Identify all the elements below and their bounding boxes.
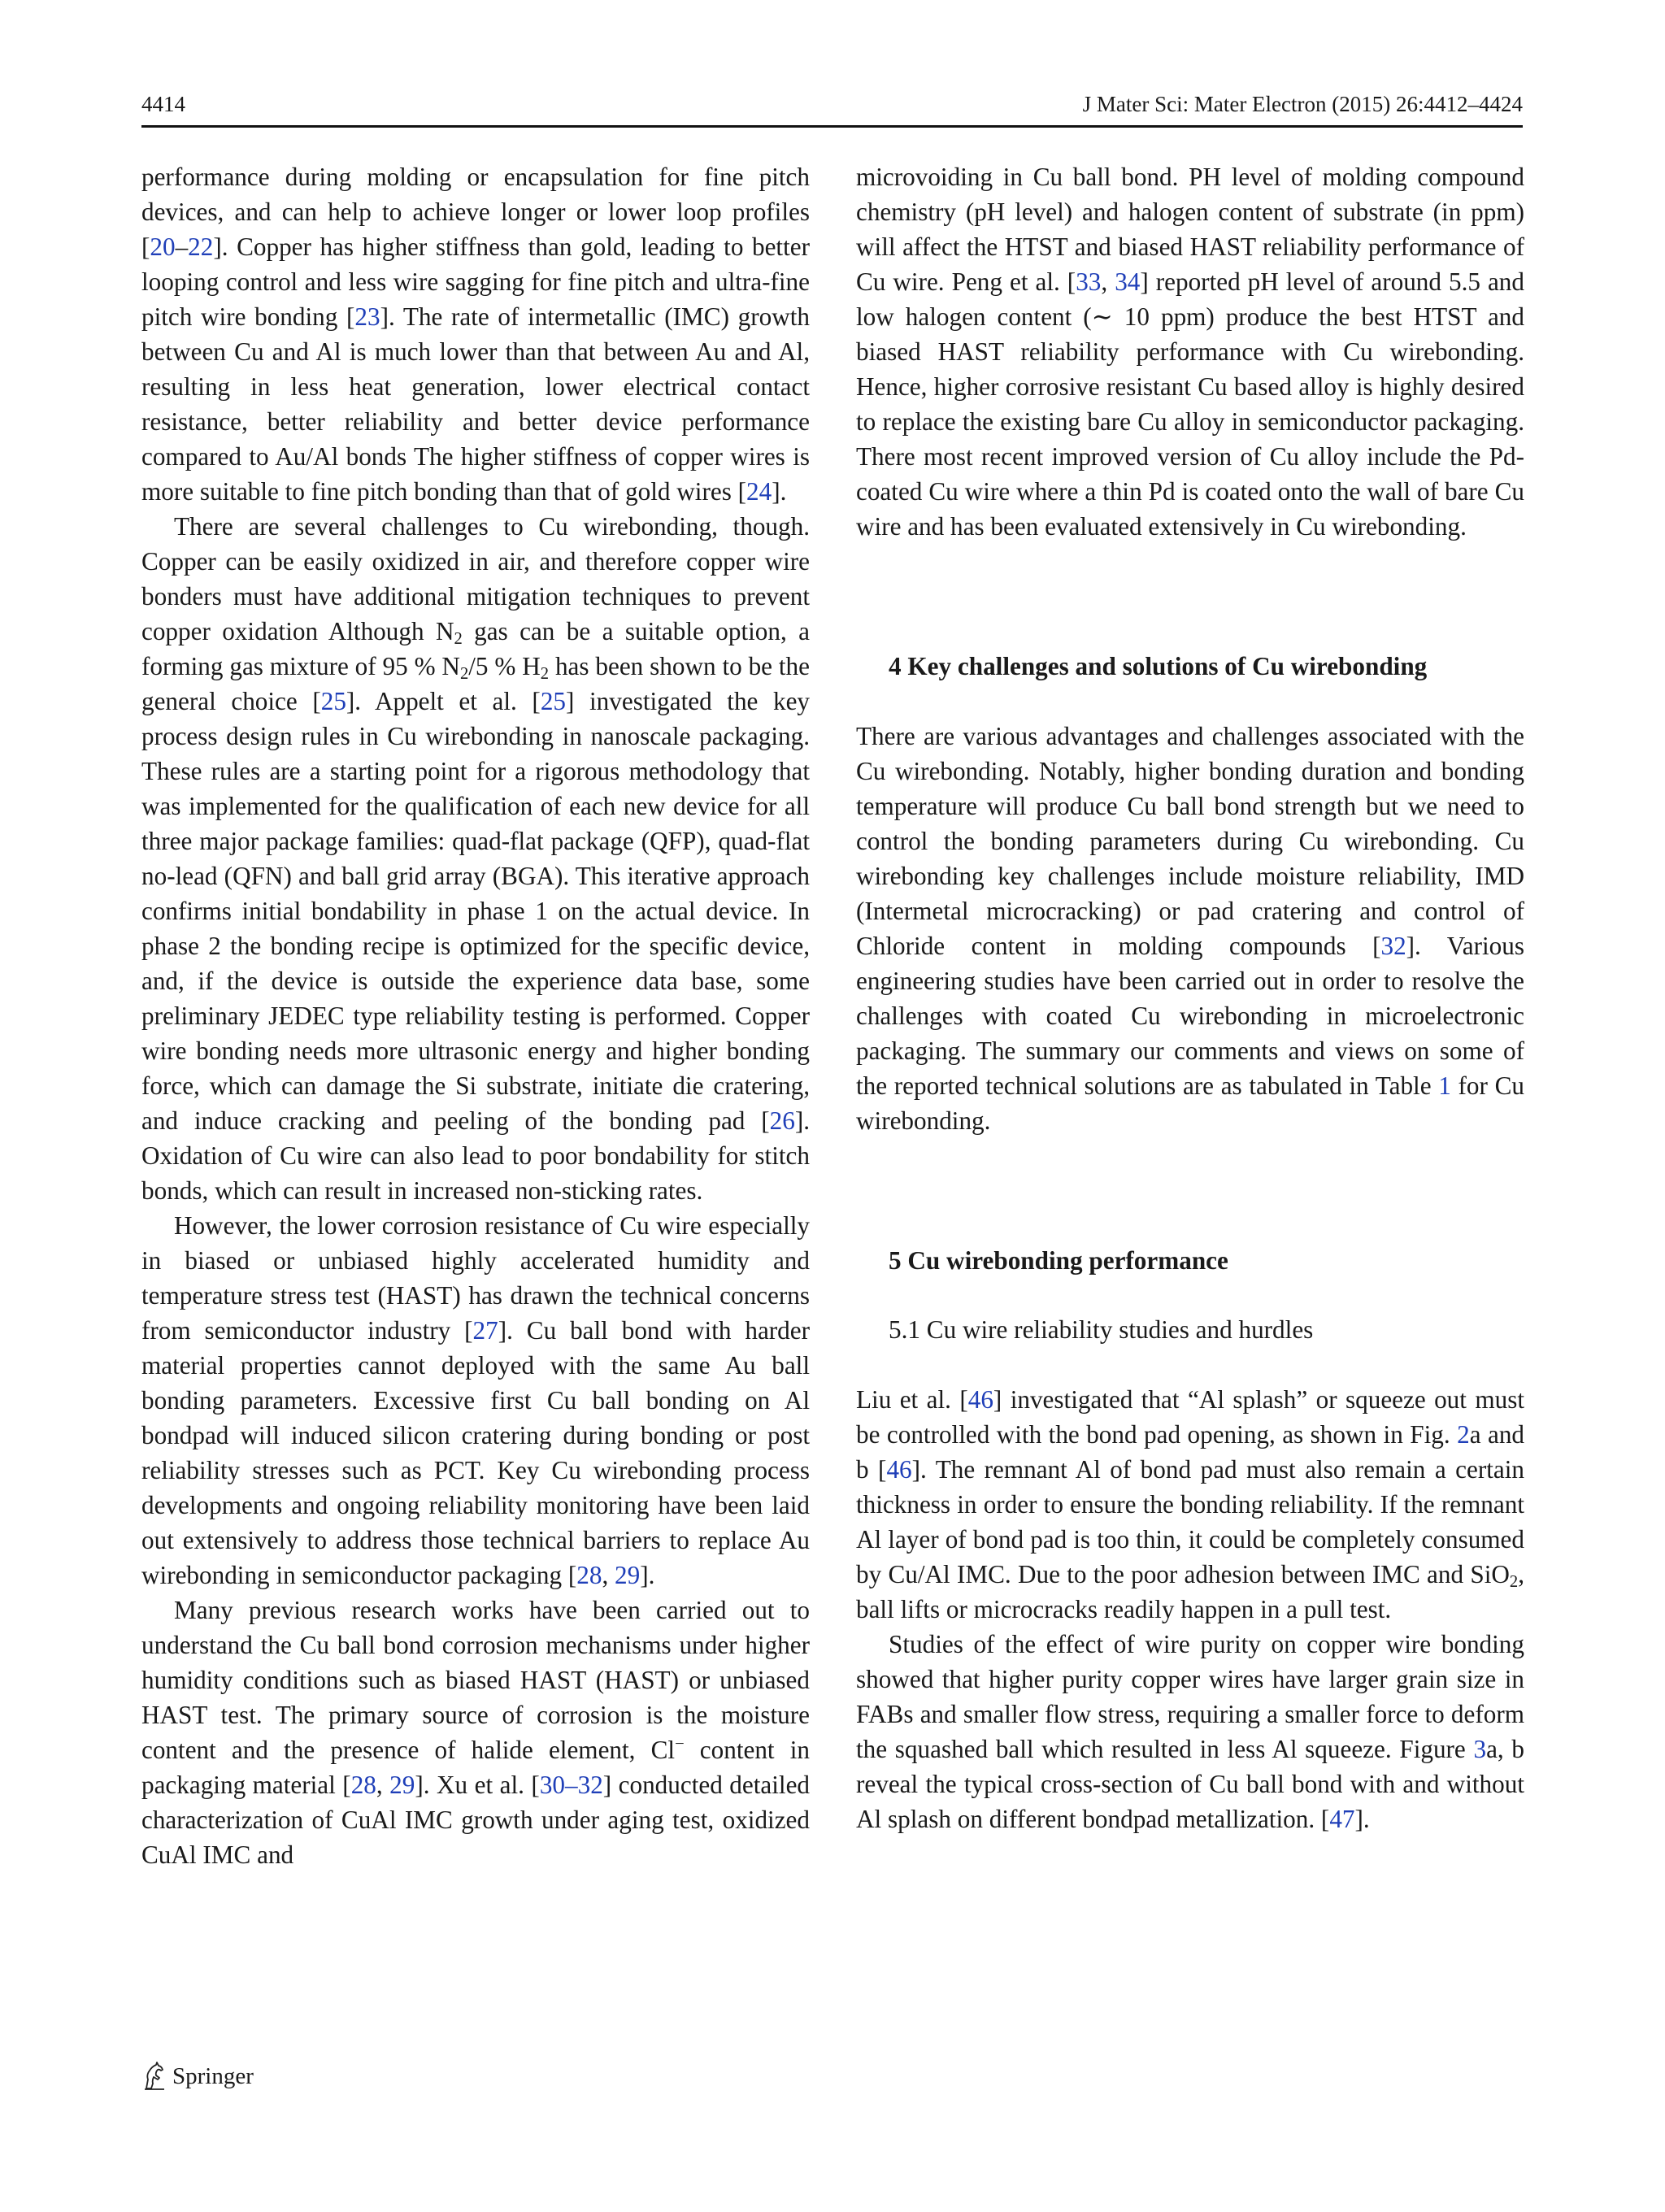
citation-link[interactable]: 25 xyxy=(540,687,567,715)
citation-link[interactable]: 26 xyxy=(769,1106,795,1135)
citation-link[interactable]: 20 xyxy=(150,232,176,261)
text-run: ]. Xu et al. [ xyxy=(415,1771,540,1799)
journal-citation: J Mater Sci: Mater Electron (2015) 26:4412–4424 xyxy=(1082,92,1523,116)
paragraph xyxy=(856,1382,1524,1627)
text-run: microvoiding in Cu ball bond. PH level of molding compound chemistry (pH level) and halogen content of substrate (in ppm) will affect the HTST and biased HAST reliability performance of Cu wire. Peng et al. [ xyxy=(856,163,1524,296)
text-run: for Cu wirebonding. xyxy=(856,1071,1524,1135)
subsection-heading: 5.1 Cu wire reliability studies and hurdles xyxy=(889,1315,1314,1344)
citation-link[interactable]: 23 xyxy=(354,302,380,331)
text-run: There are various advantages and challenges associated with the Cu wirebonding. Notably, higher bonding duration and bonding temperature will produce Cu ball bond strength but we need to control the bonding parameters during Cu wirebonding. Cu wirebonding key challenges include moisture reliability, IMD (Intermetal microcracking) or pad cratering and control of Chloride content in molding compounds [ xyxy=(856,722,1524,960)
citation-link[interactable]: 27 xyxy=(472,1316,498,1345)
text-run: ]. xyxy=(1354,1805,1370,1833)
text-run: performance during molding or encapsulation for fine pitch devices, and can help to achieve longer or lower loop profiles [ xyxy=(141,163,810,261)
citation-link[interactable]: 30–32 xyxy=(539,1771,603,1799)
text-run: ]. The remnant Al of bond pad must also remain a certain thickness in order to ensure the bonding reliability. If the remnant Al layer of bond pad is too thin, it could be completely consumed by Cu/Al IMC. Due to the poor adhesion between IMC and SiO xyxy=(856,1455,1524,1588)
text-run: , xyxy=(1101,267,1115,296)
springer-horse-icon xyxy=(141,2062,167,2091)
text-run: ]. Oxidation of Cu wire can also lead to poor bondability for stitch bonds, which can result in increased non-sticking rates. xyxy=(141,1106,810,1205)
table-link[interactable]: 1 xyxy=(1438,1071,1451,1100)
figure-link[interactable]: 3 xyxy=(1473,1735,1487,1763)
text-run: ]. xyxy=(772,477,787,506)
text-run: ] investigated that “Al splash” or squeeze out must be controlled with the bond pad opening, as shown in Fig. xyxy=(856,1385,1524,1449)
publisher-name: Springer xyxy=(172,2063,254,2089)
citation-link[interactable]: 29 xyxy=(615,1561,641,1589)
text-run: ] investigated the key process design rules in Cu wirebonding in nanoscale packaging. These rules are a starting point for a rigorous methodology that was implemented for the qualification of each new device for all three major package families: quad-flat package (QFP), quad-flat no-lead (QFN) and ball grid array (BGA). This iterative approach confirms initial bondability in phase 1 on the actual device. In phase 2 the bonding recipe is optimized for the specific device, and, if the device is outside the experience data base, some preliminary JEDEC type reliability testing is performed. Copper wire bonding needs more ultrasonic energy and higher bonding force, which can damage the Si substrate, initiate die cratering, and induce cracking and peeling of the bonding pad [ xyxy=(141,687,811,1135)
citation-link[interactable]: 47 xyxy=(1329,1805,1355,1833)
subscript: 2 xyxy=(1509,1573,1519,1592)
text-run: ]. Copper has higher stiffness than gold, leading to better looping control and less wire sagging for fine pitch and ultra-fine pitch wire bonding [ xyxy=(141,232,810,331)
citation-link[interactable]: 33 xyxy=(1076,267,1102,296)
subscript: 2 xyxy=(454,630,463,649)
citation-link[interactable]: 28 xyxy=(350,1771,376,1799)
citation-link[interactable]: 34 xyxy=(1115,267,1141,296)
text-run: Many previous research works have been carried out to understand the Cu ball bond corrosion mechanisms under higher humidity conditions such as biased HAST (HAST) or unbiased HAST test. The primary source of corrosion is the moisture content and the presence of halide element, Cl xyxy=(141,1596,810,1764)
text-run: a and b [ xyxy=(856,1420,1525,1484)
publisher-footer xyxy=(141,2058,254,2094)
text-run: ]. Various engineering studies have been carried out in order to resolve the challenges with coated Cu wirebonding in microelectronic packaging. The summary our comments and views on some of the reported technical solutions are as tabulated in Table xyxy=(856,932,1524,1100)
text-run: Liu et al. [ xyxy=(856,1385,968,1414)
text-run: ]. xyxy=(640,1561,655,1589)
text-run: ]. Cu ball bond with harder material properties cannot deployed with the same Au ball bonding parameters. Excessive first Cu ball bonding on Al bondpad will induced silicon cratering during bonding or post reliability stresses such as PCT. Key Cu wirebonding process developments and ongoing reliability monitoring have been laid out extensively to address those technical barriers to replace Au wirebonding in semiconductor packaging [ xyxy=(141,1316,810,1589)
text-run: Studies of the effect of wire purity on copper wire bonding showed that higher purity copper wires have larger grain size in FABs and smaller flow stress, requiring a smaller force to deform the squashed ball which resulted in less Al squeeze. Figure xyxy=(856,1630,1524,1763)
section-heading: 4 Key challenges and solutions of Cu wirebonding xyxy=(889,652,1428,680)
left-column xyxy=(141,159,810,1872)
subscript: 2 xyxy=(459,665,469,684)
paragraph xyxy=(856,719,1524,1138)
paragraph xyxy=(141,509,810,1208)
text-run: There are several challenges to Cu wirebonding, though. Copper can be easily oxidized in air, and therefore copper wire bonders must have additional mitigation techniques to prevent copper oxidation Although N xyxy=(141,512,810,645)
paragraph xyxy=(141,1593,810,1872)
figure-link[interactable]: 2 xyxy=(1457,1420,1470,1449)
citation-link[interactable]: 28 xyxy=(576,1561,602,1589)
text-run: , xyxy=(602,1561,615,1589)
text-run: content in packaging material [ xyxy=(141,1736,810,1799)
text-run: However, the lower corrosion resistance of Cu wire especially in biased or unbiased highly accelerated humidity and temperature stress test (HAST) has drawn the technical concerns from semiconductor industry [ xyxy=(141,1211,810,1345)
text-run: , xyxy=(376,1771,390,1799)
header-rule xyxy=(141,125,1523,128)
citation-link[interactable]: 22 xyxy=(188,232,214,261)
text-run: a, b reveal the typical cross-section of Cu ball bond with and without Al splash on different bondpad metallization. [ xyxy=(856,1735,1525,1833)
right-column xyxy=(856,159,1524,1836)
text-run: /5 % H xyxy=(468,652,541,680)
citation-link[interactable]: 46 xyxy=(886,1455,912,1484)
paragraph xyxy=(856,1627,1524,1836)
paragraph xyxy=(141,1208,810,1593)
citation-link[interactable]: 46 xyxy=(967,1385,993,1414)
text-run: – xyxy=(175,232,189,261)
subscript: 2 xyxy=(540,665,550,684)
section-heading: 5 Cu wirebonding performance xyxy=(889,1246,1228,1275)
text-run: ]. Appelt et al. [ xyxy=(346,687,541,715)
citation-link[interactable]: 25 xyxy=(320,687,346,715)
page-number: 4414 xyxy=(141,92,185,116)
text-run: ]. The rate of intermetallic (IMC) growth between Cu and Al is much lower than that between Au and Al, resulting in less heat generation, lower electrical contact resistance, better reliability and better device performance compared to Au/Al bonds The higher stiffness of copper wires is more suitable to fine pitch bonding than that of gold wires [ xyxy=(141,302,810,506)
citation-link[interactable]: 32 xyxy=(1380,932,1406,960)
paragraph xyxy=(141,159,810,509)
citation-link[interactable]: 29 xyxy=(389,1771,415,1799)
text-run: has been shown to be the general choice [ xyxy=(141,652,810,715)
text-run: ] reported pH level of around 5.5 and low halogen content (∼ 10 ppm) produce the best HTST and biased HAST reliability performance with Cu wirebonding. Hence, higher corrosive resistant Cu based alloy is highly desired to replace the existing bare Cu alloy in semiconductor packaging. There most recent improved version of Cu alloy include the Pd-coated Cu wire where a thin Pd is coated onto the wall of bare Cu wire and has been evaluated extensively in Cu wirebonding. xyxy=(856,267,1524,541)
paragraph xyxy=(856,159,1524,544)
text-run: ] conducted detailed characterization of CuAl IMC growth under aging test, oxidized CuAl IMC and xyxy=(141,1771,811,1869)
text-run: , ball lifts or microcracks readily happen in a pull test. xyxy=(856,1560,1524,1623)
citation-link[interactable]: 24 xyxy=(746,477,772,506)
text-run: gas can be a suitable option, a forming gas mixture of 95 % N xyxy=(141,617,811,680)
superscript: − xyxy=(675,1735,685,1754)
